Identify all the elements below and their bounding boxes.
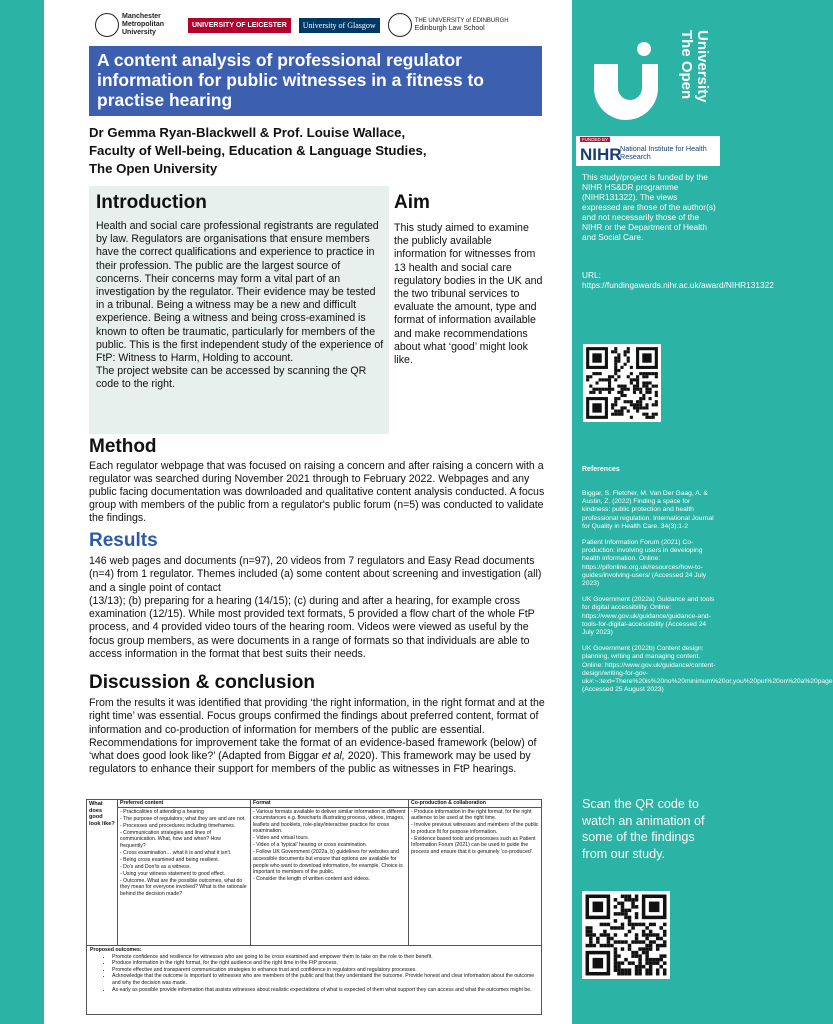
references-heading: References [582,466,620,473]
discussion-text-part: From the results it was identified that providing ‘the right information, in the right format and at the right time’ was essential. Focus groups confirmed the findings about preferred content, format of information and co-production of information for members of the public are essential. Recommendations for improvement take the format of an evidence-based framework (below) of ‘what does good look like?’ (Adapted from Biggar [89,697,545,763]
framework-item: - Practicalities of attending a hearing [120,808,204,815]
logo-strip [95,8,545,42]
author-line: The Open University [89,161,218,176]
manchester-bee-icon [95,13,119,37]
framework-item: - Consider the length of written content and videos. [253,876,371,883]
framework-column-coproduction [409,800,541,945]
nihr-acronym: NIHR [580,145,622,164]
framework-item: - Using your witness statement to good effect. [120,870,226,877]
framework-item: - Evidence based tools and processes such as Patient Information Forum (2021) can be used to guide the process and ensure that it is genuinely 'co-produced'. [411,835,536,855]
results-heading: Results [89,530,158,551]
discussion-text [89,697,549,777]
framework-item: - Being cross examined and being resilient. [120,856,220,863]
method-text: Each regulator webpage that was focused on raising a concern and after raising a concern with a regulator was searched during November 2021 through to February 2022. Webpages and any public facing documentation was downloaded and qualitative content analysis conducted. A focus group with members of the public from a regulator's public forum (n=5) was conducted to validate the findings. [89,460,545,524]
aim-text: This study aimed to examine the publicly available information for witnesses from 13 health and social care regulatory bodies in the UK and the two tribunal services to evaluate the amount, type and format of information available and make recommendations about what ‘good’ might look like. [394,222,543,367]
introduction-heading: Introduction [96,192,207,213]
reference-item: Biggar, S. Fletcher, M. Van Der Gaag, A. & Austin, Z. (2022) Finding a space for kindness: public protection and health professional regulation. International Journal for Quality in Health Care. 34(3):1-2 [582,490,714,530]
framework-table [86,799,542,1015]
ou-wordmark-line1: The Open [678,30,695,100]
method-heading: Method [89,436,157,457]
framework-outcomes [87,946,541,994]
framework-item: - Video of a 'typical' hearing or cross examination. [253,842,368,849]
leicester-logo-text: UNIVERSITY OF LEICESTER [192,21,287,29]
funded-by-label: FUNDED BY [582,137,609,142]
results-paragraph-2: (13/13); (b) preparing for a hearing (14/15); (c) during and after a hearing, for example cross examination (12/15). While most provided text formats, 5 provided a flow chart of the whole FtP process, and 4 provided video tours of the hearing room. Videos were viewed as useful by the focus group members, as were documents in a range of formats so that individuals are able to access information in the format that best suits their needs. [89,594,535,661]
authors [89,124,549,178]
ou-wordmark-line2: University [694,30,711,103]
author-line: Faculty of Well-being, Education & Language Studies, [89,143,427,158]
references-list [582,490,833,702]
outcome-item: • Acknowledge that the outcome is important to witnesses who are members of the public and that they understand the outcome. Provide honest and clear information about the outcome and why the decision was made. [112,973,538,986]
nihr-logo [576,136,720,166]
framework-item: - Follow UK Government (2022a, b) guidelines for websites and accessible documents but ensure that options are available for people who want to download information, for example. Choice is important to members of the public. [253,849,403,876]
outcomes-list [90,954,538,994]
manchester-logo [95,13,180,37]
framework-grid [87,800,541,946]
framework-column-heading: Preferred content [118,800,250,808]
framework-column-heading: Format [251,800,408,808]
reference-item: UK Government (2022b) Content design: planning, writing and managing content. Online: https://www.gov.uk/guidance/content-design/writing-for-gov-uk#:~:text=There%20is%20no%20minimum%20or,you%20put%20on%20a%20page (Accessed 25 August 2023) [582,645,833,694]
qr-code-project-website[interactable] [583,344,661,422]
discussion-heading: Discussion & conclusion [89,672,315,693]
poster-title: A content analysis of professional regulator information for public witnesses in a fitness to practise hearing [89,46,542,116]
svg-text:The Open University [678,30,711,103]
open-university-shield-icon [592,40,660,120]
framework-item: - Do's and Don'ts as a witness. [120,863,191,870]
results-paragraph-1: 146 web pages and documents (n=97), 20 videos from 7 regulators and Easy Read documents (n=4) from 1 regulator. Themes included (a) some content about screening and investigation (all) and a single point of contact [89,555,542,594]
edinburgh-logo-line1: THE UNIVERSITY of EDINBURGH [414,18,509,24]
outcomes-heading: Proposed outcomes: [90,947,142,953]
author-line: Dr Gemma Ryan-Blackwell & Prof. Louise Wallace, [89,125,406,140]
framework-item: - Involve previous witnesses and members of the public to produce fit for purpose information. [411,822,539,835]
edinburgh-crest-icon [388,13,412,37]
glasgow-logo-text: University of Glasgow [302,20,376,30]
leicester-logo [188,18,291,33]
introduction-qr-note: The project website can be accessed by scanning the QR code to the right. [96,365,367,391]
discussion-text-emphasis: et al, [321,750,345,763]
framework-item: - Produce information in the right format, for the right audience to be used at the right time. [411,808,532,822]
introduction-text [96,220,386,392]
framework-item: - The purpose of regulators; what they are and are not. [120,815,246,822]
outcome-item: • As early as possible provide information that assists witnesses about realistic expectations of what is expected of them what support they can access and what the outcomes might be. [112,987,538,994]
framework-item: - Processes and procedures including timeframes. [120,822,236,829]
outcome-item: • Promote confidence and resilience for witnesses who are going to be cross examined and empower them to take on the role to their benefit. [112,954,538,961]
aim-heading: Aim [394,192,430,213]
results-text [89,555,549,661]
qr-code-animation[interactable] [582,891,670,979]
framework-column-heading: Co-production & collaboration [409,800,541,808]
reference-item: UK Government (2022a) Guidance and tools for digital accessibility. Online: https://www.gov.uk/guidance/guidance-and-tools-for-digital-accessibility (Accessed 24 July 2023) [582,596,715,637]
nihr-full-name: National Institute for Health Research [620,144,707,161]
framework-item: - Cross examination… what it is and what it isn't. [120,849,232,856]
discussion-text-part: 2020). This framework may be used by regulators to enhance their support for members of the public as witnesses in FtP hearings. [89,750,531,776]
framework-item: - Various formats available to deliver similar information in different circumstances e.g. flowcharts illustrating process, videos, images, leaflets and booklets, role-play/interactive practice for cross examination. [253,808,406,835]
funding-url: URL: https://fundingawards.nihr.ac.uk/award/NIHR131322 [582,270,774,290]
outcome-item: • Promote effective and transparent communication strategies to enhance trust and confidence in regulators and regulatory processes. [112,967,538,974]
introduction-paragraph: Health and social care professional registrants are regulated by law. Regulators are organisations that ensure members have the correct qualifications and experience to practice in their profession. The public are the largest source of concerns. Their concerns may form a vital part of an investigation by the regulator. Their evidence may be tested in a tribunal. Being a witness may be a new and difficult experience. Being a witness and being cross-examined is known to often be traumatic, particularly for members of the public. This is the first independent study of the experience of FtP: Witness to Harm, Holding to account. [96,220,384,365]
funding-statement: This study/project is funded by the NIHR HS&DR programme (NIHR131322). The views expressed are those of the author(s) and not necessarily those of the NIHR or the Department of Health and Social Care. [582,172,716,242]
glasgow-logo [299,18,380,33]
framework-item: - Video and virtual tours. [253,835,310,842]
edinburgh-logo-line2: Edinburgh Law School [414,25,485,32]
framework-item: - Communication strategies and lines of communication. What, how and when? How frequently? [120,829,221,849]
manchester-logo-text: Manchester Metropolitan University [122,13,164,36]
reference-item: Patient Information Forum (2021) Co-production: involving users in developing health information. Online: https://pifonline.org.uk/resources/how-to-guides/involving-users/ (Accessed 24 July 2023) [582,539,707,588]
outcome-item: • Produce information in the right format, for the right audience and the right time in the FtP process. [112,960,538,967]
framework-row-header: What does good look like? [87,800,118,945]
scan-qr-prompt: Scan the QR code to watch an animation of some of the findings from our study. [582,797,705,861]
framework-column-content [118,800,251,945]
framework-item: - Outcome. What are the possible outcomes, what do they mean for everyone involved? What is the rationale behind the decision made? [120,877,247,897]
edinburgh-logo [388,13,509,37]
open-university-wordmark [666,26,716,126]
framework-column-format [251,800,409,945]
